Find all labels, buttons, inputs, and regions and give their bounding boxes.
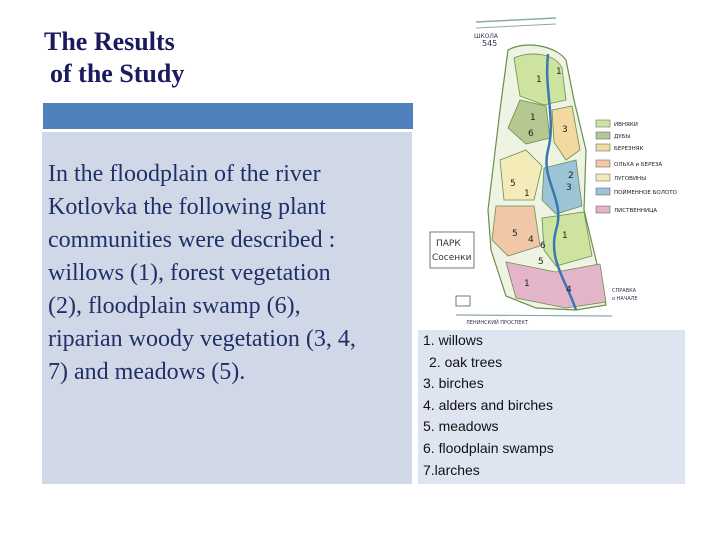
- legend-item-willows: 1. willows: [423, 332, 483, 348]
- svg-text:1: 1: [524, 189, 530, 199]
- description-text: In the floodplain of the river Kotlovka the following plant communities were described : willows (1), forest vegetation (2), floodplain swamp (6), riparian woody vegetation (3, 4, 7) and meadows (5).: [48, 161, 356, 385]
- legend-item-floodplain-swamps: 6. floodplain swamps: [423, 440, 554, 456]
- svg-text:ЛУГОВИНЫ: ЛУГОВИНЫ: [614, 176, 647, 182]
- svg-text:5: 5: [512, 229, 518, 239]
- svg-text:ШКОЛА: ШКОЛА: [474, 33, 499, 40]
- svg-text:3: 3: [562, 125, 568, 135]
- legend-item-larches: 7.larches: [423, 462, 480, 478]
- title-line-2: of the Study: [50, 59, 185, 88]
- svg-text:4: 4: [528, 235, 534, 245]
- svg-text:Сосенки: Сосенки: [432, 253, 472, 263]
- svg-text:5: 5: [538, 257, 544, 267]
- svg-text:5: 5: [510, 179, 516, 189]
- svg-text:1: 1: [556, 67, 562, 77]
- legend-item-alders-birches: 4. alders and birches: [423, 397, 553, 413]
- svg-text:1: 1: [524, 279, 530, 289]
- table-header-row: [42, 102, 414, 130]
- svg-text:СПРАВКА: СПРАВКА: [612, 288, 637, 294]
- svg-text:2: 2: [568, 171, 574, 181]
- svg-text:ИВНЯКИ: ИВНЯКИ: [614, 122, 638, 128]
- floodplain-map: [416, 10, 694, 328]
- svg-text:БЕРЕЗНЯК: БЕРЕЗНЯК: [614, 146, 644, 152]
- svg-text:ПОЙМЕННОЕ БОЛОТО: ПОЙМЕННОЕ БОЛОТО: [614, 190, 677, 196]
- svg-text:1: 1: [536, 75, 542, 85]
- svg-text:545: 545: [482, 39, 498, 48]
- svg-text:о НАЧАЛЕ: о НАЧАЛЕ: [612, 296, 638, 302]
- legend-item-meadows: 5. meadows: [423, 418, 499, 434]
- legend-panel: [416, 330, 685, 484]
- slide-title: [44, 26, 184, 90]
- svg-text:ОЛЬХА и БЕРЕЗА: ОЛЬХА и БЕРЕЗА: [614, 162, 663, 168]
- svg-text:ДУБЫ: ДУБЫ: [614, 134, 631, 140]
- svg-text:6: 6: [528, 129, 534, 139]
- svg-text:1: 1: [530, 113, 536, 123]
- svg-text:ЛИСТВЕННИЦА: ЛИСТВЕННИЦА: [614, 208, 658, 214]
- legend-item-birches: 3. birches: [423, 375, 484, 391]
- svg-text:4: 4: [566, 285, 572, 295]
- svg-text:6: 6: [540, 241, 546, 251]
- svg-text:1: 1: [562, 231, 568, 241]
- title-line-1: The Results: [44, 27, 175, 56]
- svg-text:3: 3: [566, 183, 572, 193]
- legend-item-oak-trees: 2. oak trees: [429, 354, 503, 370]
- svg-text:ЛЕНИНСКИЙ ПРОСПЕКТ: ЛЕНИНСКИЙ ПРОСПЕКТ: [466, 320, 529, 326]
- svg-text:ПАРК: ПАРК: [436, 239, 461, 249]
